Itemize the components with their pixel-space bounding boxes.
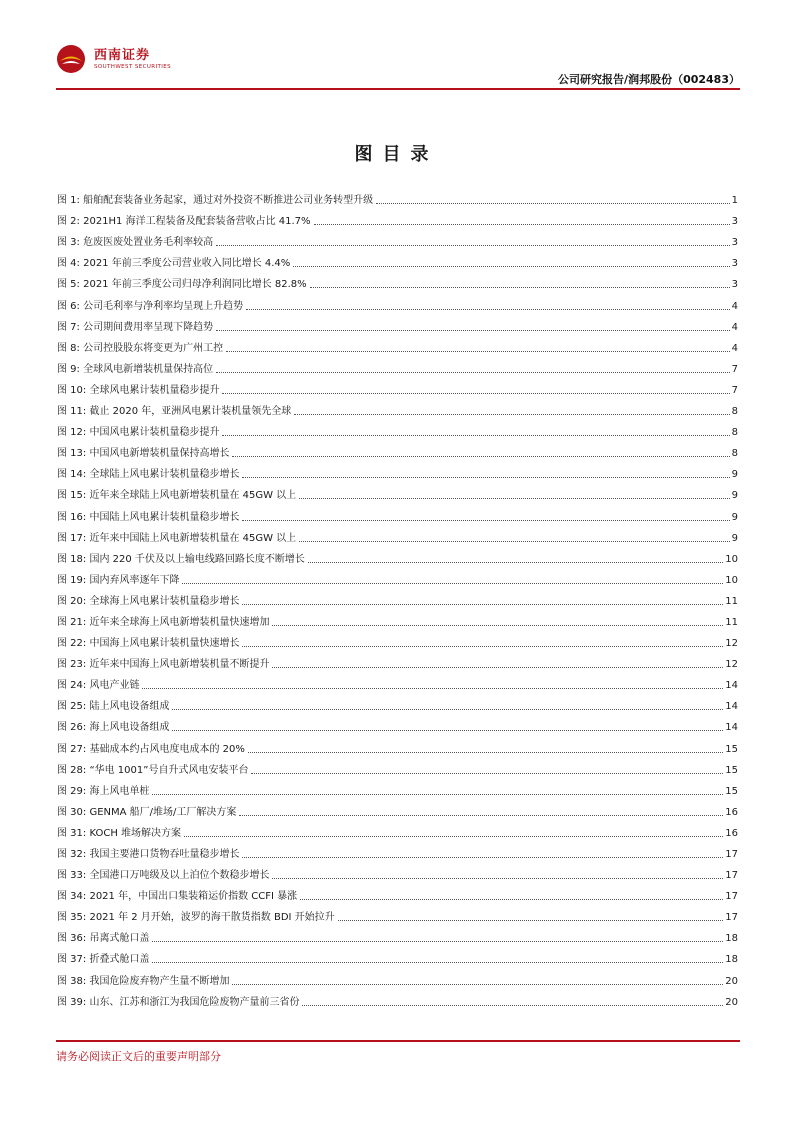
toc-entry-label: 图 33: 全国港口万吨级及以上泊位个数稳步增长 xyxy=(57,870,270,882)
toc-entry-page: 20 xyxy=(725,975,738,987)
toc-entry-label: 图 23: 近年来中国海上风电新增装机量不断提升 xyxy=(57,659,270,671)
toc-entry-label: 图 12: 中国风电累计装机量稳步提升 xyxy=(57,427,220,439)
toc-entry-page: 3 xyxy=(731,237,738,249)
toc-entry[interactable] xyxy=(57,566,738,587)
toc-entry-page: 15 xyxy=(725,764,738,776)
toc-dot-leader xyxy=(152,941,723,942)
toc-entry-label: 图 25: 陆上风电设备组成 xyxy=(57,701,170,713)
toc-entry-label: 图 34: 2021 年，中国出口集装箱运价指数 CCFI 暴涨 xyxy=(57,891,298,903)
toc-entry-label: 图 16: 中国陆上风电累计装机量稳步增长 xyxy=(57,511,240,523)
toc-entry-label: 图 30: GENMA 船厂/堆场/工厂解决方案 xyxy=(57,806,237,818)
logo-wordmark xyxy=(94,48,171,71)
toc-dot-leader xyxy=(251,773,723,774)
toc-entry-label: 图 24: 风电产业链 xyxy=(57,680,140,692)
toc-entry[interactable] xyxy=(57,524,738,545)
toc-dot-leader xyxy=(242,604,723,605)
toc-dot-leader xyxy=(294,414,729,415)
toc-entry-label: 图 35: 2021 年 2 月开始，波罗的海干散货指数 BDI 开始拉升 xyxy=(57,912,335,924)
toc-entry-page: 14 xyxy=(725,722,738,734)
toc-entry[interactable] xyxy=(57,502,738,523)
toc-entry-page: 3 xyxy=(731,258,738,270)
toc-entry-page: 9 xyxy=(731,532,738,544)
toc-entry-page: 8 xyxy=(731,406,738,418)
toc-entry-page: 14 xyxy=(725,701,738,713)
toc-dot-leader xyxy=(182,583,723,584)
toc-entry-page: 8 xyxy=(731,427,738,439)
toc-entry-page: 10 xyxy=(725,553,738,565)
footer-divider xyxy=(56,1040,740,1042)
toc-entry[interactable] xyxy=(57,249,738,270)
toc-entry-page: 7 xyxy=(731,384,738,396)
toc-entry-page: 18 xyxy=(725,954,738,966)
toc-dot-leader xyxy=(302,1005,723,1006)
toc-entry-label: 图 6: 公司毛利率与净利率均呈现上升趋势 xyxy=(57,300,244,312)
toc-entry-label: 图 29: 海上风电单桩 xyxy=(57,785,150,797)
toc-entry[interactable] xyxy=(57,418,738,439)
toc-dot-leader xyxy=(226,351,730,352)
toc-entry-label: 图 20: 全球海上风电累计装机量稳步增长 xyxy=(57,595,240,607)
toc-entry[interactable] xyxy=(57,882,738,903)
toc-entry[interactable] xyxy=(57,988,738,1009)
toc-entry[interactable] xyxy=(57,966,738,987)
toc-dot-leader xyxy=(272,667,723,668)
toc-entry[interactable] xyxy=(57,903,738,924)
toc-entry-page: 15 xyxy=(725,785,738,797)
toc-entry[interactable] xyxy=(57,270,738,291)
toc-entry-page: 12 xyxy=(725,659,738,671)
toc-entry[interactable] xyxy=(57,650,738,671)
toc-entry[interactable] xyxy=(57,355,738,376)
toc-dot-leader xyxy=(299,498,729,499)
toc-entry[interactable] xyxy=(57,798,738,819)
toc-entry-label: 图 27: 基础成本约占风电度电成本的 20% xyxy=(57,743,245,755)
toc-entry-label: 图 36: 吊离式舱口盖 xyxy=(57,933,150,945)
toc-entry-label: 图 3: 危废医废处置业务毛利率较高 xyxy=(57,237,214,249)
page-title: 图目录 xyxy=(354,144,439,165)
toc-entry[interactable] xyxy=(57,608,738,629)
toc-entry-page: 20 xyxy=(725,996,738,1008)
logo-chinese-name: 西南证券 xyxy=(94,47,151,63)
toc-dot-leader xyxy=(338,920,724,921)
toc-entry[interactable] xyxy=(57,439,738,460)
toc-entry-page: 4 xyxy=(731,342,738,354)
report-tag: 公司研究报告/润邦股份（002483） xyxy=(558,73,740,86)
toc-entry-page: 3 xyxy=(731,279,738,291)
page-header xyxy=(56,44,740,88)
toc-entry-page: 16 xyxy=(725,806,738,818)
toc-entry-page: 16 xyxy=(725,827,738,839)
toc-entry-page: 8 xyxy=(731,448,738,460)
toc-dot-leader xyxy=(242,646,723,647)
toc-entry-label: 图 31: KOCH 堆场解决方案 xyxy=(57,827,182,839)
toc-dot-leader xyxy=(222,393,729,394)
toc-entry[interactable] xyxy=(57,228,738,249)
toc-entry-page: 17 xyxy=(725,912,738,924)
toc-dot-leader xyxy=(152,962,723,963)
toc-entry-page: 14 xyxy=(725,680,738,692)
toc-entry[interactable] xyxy=(57,313,738,334)
toc-entry-page: 17 xyxy=(725,849,738,860)
toc-entry-label: 图 15: 近年来全球陆上风电新增装机量在 45GW 以上 xyxy=(57,490,297,502)
toc-dot-leader xyxy=(152,794,723,795)
figure-index-list xyxy=(57,186,738,1009)
toc-entry-label: 图 18: 国内 220 千伏及以上输电线路回路长度不断增长 xyxy=(57,553,305,565)
toc-entry-label: 图 8: 公司控股股东将变更为广州工控 xyxy=(57,342,224,354)
toc-entry[interactable] xyxy=(57,924,738,945)
toc-dot-leader xyxy=(242,520,729,521)
toc-dot-leader xyxy=(142,688,723,689)
toc-entry-label: 图 17: 近年来中国陆上风电新增装机量在 45GW 以上 xyxy=(57,532,297,544)
toc-entry-label: 图 19: 国内弃风率逐年下降 xyxy=(57,574,180,586)
toc-entry-page: 11 xyxy=(725,595,738,607)
toc-entry-page: 9 xyxy=(731,490,738,502)
toc-entry-label: 图 39: 山东、江苏和浙江为我国危险废物产量前三省份 xyxy=(57,996,300,1008)
toc-entry-page: 4 xyxy=(731,300,738,312)
toc-entry[interactable] xyxy=(57,777,738,798)
toc-entry-page: 10 xyxy=(725,574,738,586)
toc-dot-leader xyxy=(300,899,723,900)
toc-dot-leader xyxy=(248,752,723,753)
toc-entry-label: 图 32: 我国主要港口货物吞吐量稳步增长 xyxy=(57,849,240,860)
toc-entry[interactable] xyxy=(57,397,738,418)
toc-entry[interactable] xyxy=(57,819,738,840)
toc-entry-label: 图 13: 中国风电新增装机量保持高增长 xyxy=(57,448,230,460)
toc-entry[interactable] xyxy=(57,840,738,861)
toc-entry-label: 图 9: 全球风电新增装机量保持高位 xyxy=(57,363,214,375)
toc-entry[interactable] xyxy=(57,756,738,777)
toc-entry[interactable] xyxy=(57,692,738,713)
toc-dot-leader xyxy=(308,562,723,563)
toc-entry[interactable] xyxy=(57,629,738,650)
toc-entry-page: 9 xyxy=(731,469,738,481)
toc-entry-page: 3 xyxy=(731,216,738,228)
toc-dot-leader xyxy=(222,435,729,436)
toc-dot-leader xyxy=(310,287,730,288)
toc-entry-label: 图 10: 全球风电累计装机量稳步提升 xyxy=(57,384,220,396)
toc-dot-leader xyxy=(299,541,729,542)
toc-entry[interactable] xyxy=(57,481,738,502)
toc-entry-label: 图 26: 海上风电设备组成 xyxy=(57,722,170,734)
toc-entry[interactable] xyxy=(57,291,738,312)
toc-dot-leader xyxy=(314,224,730,225)
toc-dot-leader xyxy=(293,266,729,267)
toc-entry[interactable] xyxy=(57,587,738,608)
toc-entry-page: 12 xyxy=(725,638,738,650)
toc-dot-leader xyxy=(216,372,730,373)
header-divider xyxy=(56,88,740,90)
toc-entry-page: 15 xyxy=(725,743,738,755)
toc-entry[interactable] xyxy=(57,545,738,566)
logo-english-name: SOUTHWEST SECURITIES xyxy=(94,63,172,70)
toc-dot-leader xyxy=(232,456,729,457)
toc-entry-label: 图 11: 截止 2020 年，亚洲风电累计装机量领先全球 xyxy=(57,406,292,418)
toc-entry-label: 图 1: 船舶配套装备业务起家，通过对外投资不断推进公司业务转型升级 xyxy=(57,195,374,207)
toc-entry-page: 1 xyxy=(731,195,738,207)
logo-emblem-icon xyxy=(56,44,86,74)
toc-entry-label: 图 38: 我国危险废弃物产生量不断增加 xyxy=(57,975,230,987)
toc-dot-leader xyxy=(216,245,730,246)
toc-dot-leader xyxy=(272,625,723,626)
toc-entry-page: 17 xyxy=(725,891,738,903)
toc-entry-label: 图 37: 折叠式舱口盖 xyxy=(57,954,150,966)
disclaimer-notice: 请务必阅读正文后的重要声明部分 xyxy=(56,1050,221,1063)
toc-entry-page: 17 xyxy=(725,870,738,882)
toc-entry-page: 7 xyxy=(731,363,738,375)
toc-entry-label: 图 2: 2021H1 海洋工程装备及配套装备营收占比 41.7% xyxy=(57,216,311,228)
toc-dot-leader xyxy=(242,477,729,478)
toc-dot-leader xyxy=(184,836,723,837)
toc-dot-leader xyxy=(172,709,723,710)
toc-dot-leader xyxy=(232,984,723,985)
toc-entry[interactable] xyxy=(57,376,738,397)
toc-dot-leader xyxy=(272,878,723,879)
toc-entry-label: 图 22: 中国海上风电累计装机量快速增长 xyxy=(57,638,240,650)
toc-entry[interactable] xyxy=(57,945,738,966)
toc-entry[interactable] xyxy=(57,861,738,882)
toc-entry-page: 11 xyxy=(725,616,738,628)
toc-entry[interactable] xyxy=(57,671,738,692)
toc-entry[interactable] xyxy=(57,334,738,355)
toc-entry-label: 图 14: 全球陆上风电累计装机量稳步增长 xyxy=(57,469,240,481)
toc-entry[interactable] xyxy=(57,186,738,207)
toc-entry[interactable] xyxy=(57,734,738,755)
company-logo xyxy=(56,44,171,74)
toc-entry[interactable] xyxy=(57,713,738,734)
toc-entry-label: 图 5: 2021 年前三季度公司归母净利润同比增长 82.8% xyxy=(57,279,307,291)
toc-dot-leader xyxy=(246,309,730,310)
toc-dot-leader xyxy=(242,857,723,858)
toc-entry-page: 9 xyxy=(731,511,738,523)
toc-entry-page: 18 xyxy=(725,933,738,945)
toc-entry-label: 图 4: 2021 年前三季度公司营业收入同比增长 4.4% xyxy=(57,258,291,270)
toc-dot-leader xyxy=(172,730,723,731)
toc-entry-label: 图 28: “华电 1001”号自升式风电安装平台 xyxy=(57,764,249,776)
toc-dot-leader xyxy=(376,203,730,204)
toc-entry-label: 图 21: 近年来全球海上风电新增装机量快速增加 xyxy=(57,616,270,628)
toc-entry[interactable] xyxy=(57,460,738,481)
toc-dot-leader xyxy=(216,330,730,331)
toc-entry[interactable] xyxy=(57,207,738,228)
toc-entry-page: 4 xyxy=(731,321,738,333)
toc-dot-leader xyxy=(239,815,723,816)
toc-entry-label: 图 7: 公司期间费用率呈现下降趋势 xyxy=(57,321,214,333)
